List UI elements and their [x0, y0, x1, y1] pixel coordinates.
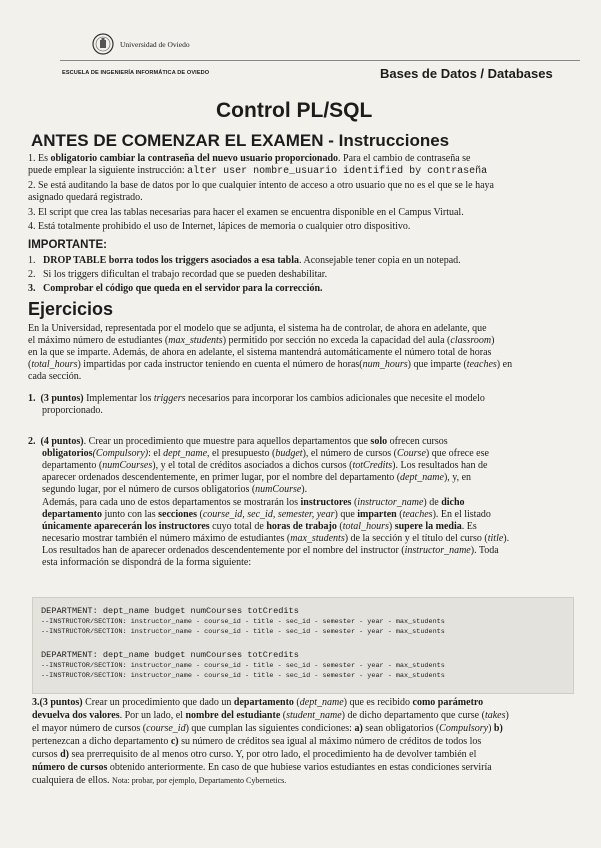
- intro-line-1: En la Universidad, representada por el modelo que se adjunta, el sistema ha de controlar, de ahora en adelante, que: [28, 323, 487, 334]
- exercise-2-line-5: segundo lugar, por el número de cursos obligatorios (numCourse).: [42, 484, 308, 495]
- exercise-3-line-6: número de cursos obtenido anteriormente. En caso de que hubiese varios estudiantes en estas condiciones serviría: [32, 762, 492, 773]
- important-1: 1. DROP TABLE borra todos los triggers asociados a esa tabla. Aconsejable tener copia en un notepad.: [28, 255, 461, 266]
- exercise-2-line-11: esta información se dispondrá de la forma siguiente:: [42, 557, 252, 568]
- code-line-department-1: DEPARTMENT: dept_name budget numCourses totCredits: [41, 606, 299, 616]
- code-line-department-2: DEPARTMENT: dept_name budget numCourses totCredits: [41, 650, 299, 660]
- university-seal-icon: [92, 33, 114, 55]
- intro-line-2: el máximo número de estudiantes (max_students) permitido por sección no exceda la capacidad del aula (classroom): [28, 335, 495, 346]
- exercise-3-line-4: pertenezcan a dicho departamento c) su número de créditos sea igual al máximo número de créditos de todos los: [32, 736, 482, 747]
- school-name: ESCUELA DE INGENIERÍA INFORMÁTICA DE OVIEDO: [62, 70, 210, 76]
- exercise-3-line-5: cursos d) sea prerrequisito de al menos otro curso. Y, por otro lado, el procedimiento ha de devolver también el: [32, 749, 477, 760]
- intro-line-4: (total_hours) impartidas por cada instructor teniendo en cuenta el número de horas(num_hours) que imparte (teaches) en: [28, 359, 513, 370]
- exercise-2-line-9: necesario mostrar también el número máximo de estudiantes (max_students) de la sección y el título del curso (title).: [42, 533, 510, 544]
- course-name: Bases de Datos / Databases: [380, 66, 553, 81]
- exercise-2-line-1: 2. (4 puntos). Crear un procedimiento que muestre para aquellos departamentos que solo ofrecen cursos: [28, 436, 448, 447]
- exercise-3-line-3: el mayor número de cursos (course_id) que cumplan las siguientes condiciones: a) sean obligatorios (Compulsory) b): [32, 723, 503, 734]
- exercise-1-line-2: proporcionado.: [42, 405, 103, 416]
- instruction-3: 3. El script que crea las tablas necesarias para hacer el examen se encuentra disponible en el Campus Virtual.: [28, 207, 464, 218]
- instruction-2-line-2: asignado quedará registrado.: [28, 192, 143, 203]
- exercise-2-line-2: obligatorios(Compulsory): el dept_name, el presupuesto (budget), el número de cursos (Course) que ofrece ese: [42, 448, 489, 459]
- instructions-heading: ANTES DE COMENZAR EL EXAMEN - Instrucciones: [31, 131, 450, 150]
- exercise-2-line-6: Además, para cada uno de estos departamentos se mostrarán los instructores (instructor_name) de dicho: [42, 497, 465, 508]
- instruction-2-line-1: 2. Se está auditando la base de datos por lo que cualquier intento de acceso a otro usuario que no es el que se le haya: [28, 180, 494, 191]
- important-3: 3. Comprobar el código que queda en el servidor para la corrección.: [28, 283, 323, 294]
- code-line-instructor-1: --INSTRUCTOR/SECTION: instructor_name - course_id - title - sec_id - semester - year - max_students: [41, 618, 445, 626]
- exercise-3-note: Nota: probar, por ejemplo, Departamento Cybernetics.: [111, 776, 287, 785]
- intro-line-3: en la que se imparte. Además, de ahora en adelante, el sistema mantendrá automáticamente el número total de horas: [28, 347, 492, 358]
- university-name: Universidad de Oviedo: [120, 40, 190, 49]
- instruction-1-line-2: puede emplear la siguiente instrucción: alter user nombre_usuario identified by contraseña: [28, 165, 488, 177]
- code-line-instructor-3: --INSTRUCTOR/SECTION: instructor_name - course_id - title - sec_id - semester - year - max_students: [41, 662, 445, 670]
- exercise-2-line-3: departamento (numCourses), y el total de créditos asociados a dichos cursos (totCredits). Los resultados han de: [42, 460, 488, 471]
- instruction-4: 4. Está totalmente prohibido el uso de Internet, lápices de memoria o cualquier otro dispositivo.: [28, 221, 411, 232]
- exercises-heading: Ejercicios: [28, 299, 114, 319]
- code-line-instructor-2: --INSTRUCTOR/SECTION: instructor_name - course_id - title - sec_id - semester - year - max_students: [41, 628, 445, 636]
- exercise-3-line-1: 3.(3 puntos) Crear un procedimiento que dado un departamento (dept_name) que es recibido como parámetro: [32, 697, 484, 708]
- exercise-3-line-2: devuelva dos valores. Por un lado, el nombre del estudiante (student_name) de dicho departamento que curse (takes): [32, 710, 509, 721]
- important-2: 2. Si los triggers dificultan el trabajo recordad que se pueden deshabilitar.: [28, 269, 328, 280]
- exercise-2-line-8: únicamente aparecerán los instructores cuyo total de horas de trabajo (total_hours) supere la media. Es: [42, 521, 477, 532]
- intro-line-5: cada sección.: [28, 371, 82, 382]
- important-heading: IMPORTANTE:: [28, 239, 108, 251]
- exercise-2-line-7: departamento junto con las secciones (course_id, sec_id, semester, year) que imparten (teaches). En el listado: [42, 509, 491, 520]
- header-rule: [60, 60, 580, 61]
- exercise-2-line-4: aparecer ordenados descendentemente, en primer lugar, por el nombre del departamento (dept_name), y, en: [42, 472, 472, 483]
- code-line-instructor-4: --INSTRUCTOR/SECTION: instructor_name - course_id - title - sec_id - semester - year - max_students: [41, 672, 445, 680]
- alter-user-code: alter user nombre_usuario identified by contraseña: [187, 166, 488, 177]
- exercise-1-line-1: 1. (3 puntos) Implementar los triggers necesarios para incorporar los cambios adicionales que necesite el modelo: [28, 393, 485, 404]
- instruction-1-line-1: 1. Es obligatorio cambiar la contraseña del nuevo usuario proporcionado. Para el cambio de contraseña se: [28, 153, 471, 164]
- exercise-2-line-10: Los resultados han de aparecer ordenados descendentemente por el nombre del instructor (instructor_name). Toda: [42, 545, 499, 556]
- output-format-code-block: [32, 597, 574, 694]
- exercise-3-line-7: cualquiera de ellos. Nota: probar, por ejemplo, Departamento Cybernetics.: [32, 775, 287, 786]
- page-title: Control PL/SQL: [216, 99, 373, 122]
